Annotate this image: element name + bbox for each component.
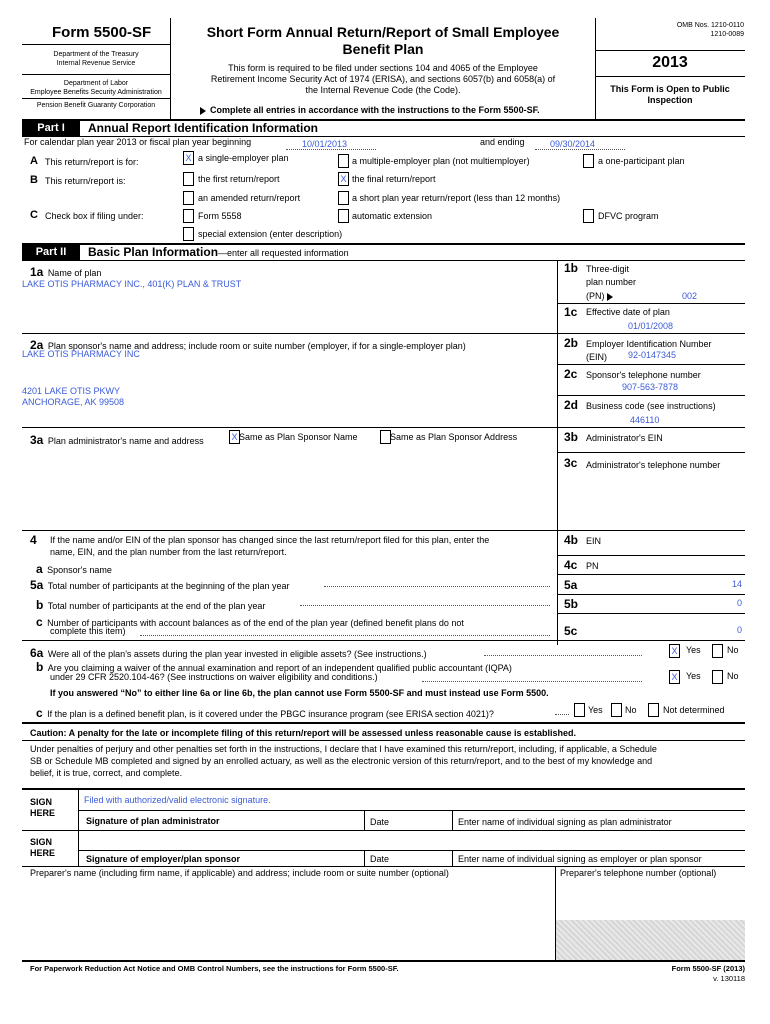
multiple-employer-label: a multiple-employer plan (not multiemployer) <box>352 156 530 166</box>
q4a-num: a <box>36 562 43 576</box>
omb-number-2: 1210-0089 <box>710 31 744 38</box>
sign-here-2b: HERE <box>30 848 56 858</box>
sig-sponsor-label: Signature of employer/plan sponsor <box>86 854 241 864</box>
q5c-box: 5c <box>564 624 578 638</box>
q4-num: 4 <box>30 533 37 547</box>
begin-date-value[interactable]: 10/01/2013 <box>302 139 348 149</box>
arrow-icon <box>607 293 613 301</box>
q5b <box>36 596 265 614</box>
caution-text-3: belief, it is true, correct, and complete. <box>30 768 183 778</box>
q3a-text: Plan administrator's name and address <box>47 436 204 446</box>
same-as-sponsor-name-label: Same as Plan Sponsor Name <box>239 432 358 442</box>
q6a-no-checkbox[interactable] <box>712 644 723 658</box>
sponsor-name-value[interactable]: LAKE OTIS PHARMACY INC <box>22 349 140 359</box>
one-participant-checkbox[interactable] <box>583 154 594 168</box>
part2-title-text: Basic Plan Information <box>88 245 219 259</box>
single-employer-label: a single-employer plan <box>198 153 289 163</box>
q6a-yes-label: Yes <box>686 645 701 655</box>
q6a-text: Were all of the plan's assets during the plan year invested in eligible assets? (See instructions.) <box>47 649 427 659</box>
form-5558-checkbox[interactable] <box>183 209 194 223</box>
shaded-area <box>556 920 745 960</box>
main-title-line2: Benefit Plan <box>342 41 424 57</box>
footer-version: v. 130118 <box>713 974 745 983</box>
q3c-num: 3c <box>564 456 578 470</box>
q3a <box>30 431 204 449</box>
sign-here-1b: HERE <box>30 808 56 818</box>
q4b-text: EIN <box>586 536 602 546</box>
q3c-text: Administrator's telephone number <box>586 460 721 470</box>
plan-number-value[interactable]: 002 <box>682 291 698 301</box>
sponsor-address-line1[interactable]: 4201 LAKE OTIS PKWY <box>22 386 121 396</box>
item-c-label: C <box>30 209 38 221</box>
q1b-text-1: Three-digit <box>586 264 630 274</box>
arrow-icon <box>200 107 206 115</box>
q6a-num: 6a <box>30 646 44 660</box>
short-plan-year-checkbox[interactable] <box>338 191 349 205</box>
final-return-label: the final return/report <box>352 174 436 184</box>
q4-text-1: If the name and/or EIN of the plan sponsor has changed since the last return/report filed for this plan, enter the <box>50 535 490 545</box>
caution-text-2: SB or Schedule MB completed and signed by an enrolled actuary, as well as the electronic version of this return/report, and to the best of my knowledge and <box>30 756 653 766</box>
q5b-num: b <box>36 598 44 612</box>
q3a-num: 3a <box>30 433 44 447</box>
dept-labor: Department of Labor <box>63 80 129 87</box>
sponsor-address-line2[interactable]: ANCHORAGE, AK 99508 <box>22 397 125 407</box>
q6-warning: If you answered “No” to either line 6a or line 6b, the plan cannot use Form 5500-SF and must instead use Form 5500. <box>50 688 549 698</box>
first-return-label: the first return/report <box>198 174 280 184</box>
q6c <box>36 704 494 722</box>
participants-end-value[interactable]: 0 <box>736 598 742 608</box>
q6c-yes-label: Yes <box>588 705 603 715</box>
item-a-label: A <box>30 155 38 167</box>
same-as-sponsor-address-label: Same as Plan Sponsor Address <box>390 432 518 442</box>
q5b-text: Total number of participants at the end of the plan year <box>47 601 266 611</box>
q3b-num: 3b <box>564 430 579 444</box>
short-plan-year-label: a short plan year return/report (less than 12 months) <box>352 193 561 203</box>
amended-return-label: an amended return/report <box>198 193 301 203</box>
one-participant-label: a one-participant plan <box>598 156 685 166</box>
plan-name-value[interactable]: LAKE OTIS PHARMACY INC., 401(K) PLAN & TRUST <box>22 279 242 289</box>
dept-ebsa: Employee Benefits Security Administration <box>30 89 162 96</box>
part1-label: Part I <box>22 121 80 136</box>
q4b-num: 4b <box>564 533 579 547</box>
caution-title: Caution: A penalty for the late or incomplete filing of this return/report will be assessed unless reasonable cause is established. <box>30 728 576 738</box>
q5b-box: 5b <box>564 597 579 611</box>
q2b-text-1: Employer Identification Number <box>586 339 712 349</box>
sig-admin-label: Signature of plan administrator <box>86 816 220 826</box>
form-5558-label: Form 5558 <box>198 211 242 221</box>
automatic-extension-label: automatic extension <box>352 211 433 221</box>
part2-title <box>88 245 349 261</box>
dept-pbgc: Pension Benefit Guaranty Corporation <box>36 102 156 109</box>
q6a-yes-checkbox[interactable]: X <box>669 644 680 658</box>
preparer-name-label: Preparer's name (including firm name, if applicable) and address; include room or suite number (optional) <box>30 868 449 878</box>
q4a-text: Sponsor's name <box>47 565 112 575</box>
q5c-text-2: complete this item) <box>50 626 126 636</box>
q6c-num: c <box>36 706 43 720</box>
q2a-text: Plan sponsor's name and address; include room or suite number (employer, if for a single-employer plan) <box>47 341 466 351</box>
sig-admin-name-label: Enter name of individual signing as plan administrator <box>458 817 672 827</box>
effective-date-value[interactable]: 01/01/2008 <box>628 321 674 331</box>
dept-treasury: Department of the Treasury <box>53 51 139 58</box>
q6c-no-label: No <box>625 705 637 715</box>
electronic-signature-value[interactable]: Filed with authorized/valid electronic signature. <box>84 795 271 805</box>
item-c-text: Check box if filing under: <box>45 211 144 221</box>
item-b-text: This return/report is: <box>45 176 126 186</box>
q1b-text-3-wrap <box>586 291 617 301</box>
q1b-text-3: (PN) <box>586 291 605 301</box>
q6b-no-label: No <box>727 671 739 681</box>
q1b-num: 1b <box>564 261 579 275</box>
item-b-label: B <box>30 174 38 186</box>
q4-text-2: name, EIN, and the plan number from the last return/report. <box>50 547 287 557</box>
participants-with-balances-value[interactable]: 0 <box>736 625 742 635</box>
end-date-value[interactable]: 09/30/2014 <box>550 139 596 149</box>
q6a-no-label: No <box>727 645 739 655</box>
instructions-text: Complete all entries in accordance with the instructions to the Form 5500-SF. <box>210 105 540 115</box>
q6c-not-determined-checkbox[interactable] <box>648 703 659 717</box>
sign-here-2a: SIGN <box>30 837 53 847</box>
preparer-phone-label: Preparer's telephone number (optional) <box>560 868 717 878</box>
dept-irs: Internal Revenue Service <box>56 60 136 67</box>
q6b-text-2: under 29 CFR 2520.104-46? (See instructions on waiver eligibility and conditions.) <box>50 672 378 682</box>
q1a-num: 1a <box>30 265 44 279</box>
dfvc-program-label: DFVC program <box>598 211 659 221</box>
ein-value[interactable]: 92-0147345 <box>628 350 677 360</box>
q5a-box: 5a <box>564 578 578 592</box>
q6b-text-1: Are you claiming a waiver of the annual examination and report of an independent qualified public accountant (IQPA) <box>47 663 512 673</box>
q3b-text: Administrator's EIN <box>586 433 663 443</box>
q5a-text: Total number of participants at the beginning of the plan year <box>47 581 290 591</box>
part2-title-suffix: —enter all requested information <box>218 248 349 258</box>
q2b-num: 2b <box>564 336 579 350</box>
q1b-text-2: plan number <box>586 277 637 287</box>
sign-here-1a: SIGN <box>30 797 53 807</box>
sig-admin-date-label: Date <box>370 817 390 827</box>
part1-title: Annual Report Identification Information <box>88 121 318 135</box>
q5a <box>30 576 289 594</box>
q5c-text-1: Number of participants with account balances as of the end of the plan year (defined benefit plans do not <box>47 618 464 628</box>
q2d-text: Business code (see instructions) <box>586 401 716 411</box>
q6c-yes-checkbox[interactable] <box>574 703 585 717</box>
instructions-note <box>200 105 540 115</box>
q5c-num: c <box>36 615 43 629</box>
main-title-line1: Short Form Annual Return/Report of Small Employee <box>206 24 560 40</box>
footer-form-id: Form 5500-SF (2013) <box>671 964 745 973</box>
q2c-text: Sponsor's telephone number <box>586 370 701 380</box>
sig-sponsor-name-label: Enter name of individual signing as employer or plan sponsor <box>458 854 702 864</box>
q6c-no-checkbox[interactable] <box>611 703 622 717</box>
q5a-num: 5a <box>30 578 44 592</box>
item-a-text: This return/report is for: <box>45 157 139 167</box>
q2c-num: 2c <box>564 367 578 381</box>
q6c-text: If the plan is a defined benefit plan, is it covered under the PBGC insurance program (see ERISA section 4021)? <box>47 709 494 719</box>
q4c-text: PN <box>586 561 599 571</box>
q2a-num: 2a <box>30 338 44 352</box>
omb-number-1: OMB Nos. 1210-0110 <box>676 22 744 29</box>
single-employer-checkbox[interactable]: X <box>183 151 194 165</box>
part2-label: Part II <box>22 245 80 260</box>
required-line1: This form is required to be filed under sections 104 and 4065 of the Employee <box>228 63 538 73</box>
q6b-yes-label: Yes <box>686 671 701 681</box>
q4c-num: 4c <box>564 558 578 572</box>
required-line3: the Internal Revenue Code (the Code). <box>305 85 461 95</box>
sponsor-phone-value[interactable]: 907-563-7878 <box>622 382 679 392</box>
form-title: Form 5500-SF <box>52 24 152 41</box>
caution-text-1: Under penalties of perjury and other penalties set forth in the instructions, I declare that I have examined this return/report, including, if applicable, a Schedule <box>30 744 657 754</box>
q1c-num: 1c <box>564 305 578 319</box>
q6b-num: b <box>36 660 44 674</box>
special-extension-checkbox[interactable] <box>183 227 194 241</box>
open-inspection-1: This Form is Open to Public <box>610 84 730 94</box>
q6b-no-checkbox[interactable] <box>712 670 723 684</box>
footer-paperwork-notice: For Paperwork Reduction Act Notice and OMB Control Numbers, see the instructions for Form 5500-SF. <box>30 964 399 973</box>
dfvc-program-checkbox[interactable] <box>583 209 594 223</box>
final-return-checkbox[interactable]: X <box>338 172 349 186</box>
participants-beginning-value[interactable]: 14 <box>731 579 742 589</box>
q6b-yes-checkbox[interactable]: X <box>669 670 680 684</box>
q6c-not-determined-label: Not determined <box>663 705 725 715</box>
q2d-num: 2d <box>564 398 579 412</box>
and-ending-text: and ending <box>480 137 525 147</box>
automatic-extension-checkbox[interactable] <box>338 209 349 223</box>
special-extension-label: special extension (enter description) <box>198 229 343 239</box>
same-as-sponsor-name-checkbox[interactable]: X <box>229 430 240 444</box>
amended-return-checkbox[interactable] <box>183 191 194 205</box>
multiple-employer-checkbox[interactable] <box>338 154 349 168</box>
calendar-year-text: For calendar plan year 2013 or fiscal plan year beginning <box>24 137 252 147</box>
sig-sponsor-date-label: Date <box>370 854 390 864</box>
business-code-value[interactable]: 446110 <box>630 415 660 425</box>
open-inspection-2: Inspection <box>647 95 693 105</box>
q2b-text-2: (EIN) <box>586 352 607 362</box>
q1c-text: Effective date of plan <box>586 307 670 317</box>
q1a-text: Name of plan <box>47 268 102 278</box>
required-line2: Retirement Income Security Act of 1974 (ERISA), and sections 6057(b) and 6058(a) of <box>210 74 556 84</box>
form-year: 2013 <box>652 54 688 71</box>
first-return-checkbox[interactable] <box>183 172 194 186</box>
